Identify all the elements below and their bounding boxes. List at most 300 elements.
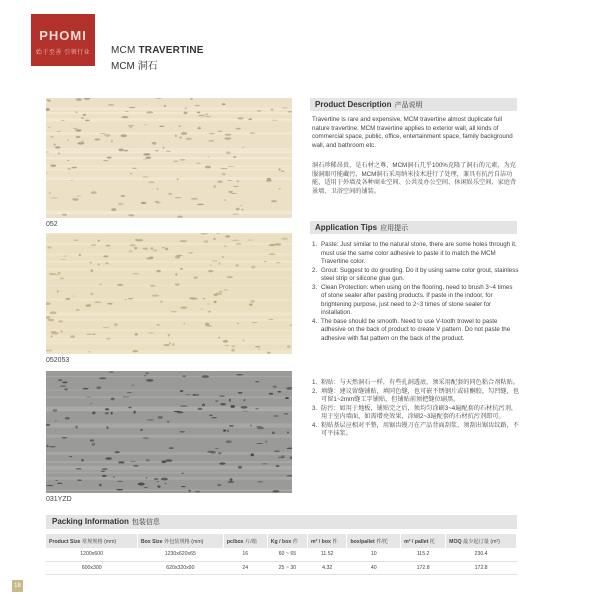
texture-hole: [244, 399, 246, 402]
texture-hole: [79, 254, 81, 256]
tip-number: 3.: [312, 404, 318, 412]
texture-hole: [73, 128, 77, 129]
texture-hole: [229, 399, 231, 402]
texture-hole: [46, 445, 48, 448]
texture-hole: [70, 180, 73, 181]
texture-hole: [213, 185, 216, 188]
page-number: 18: [12, 580, 23, 592]
texture-hole: [159, 125, 164, 127]
texture-hole: [271, 108, 274, 111]
texture-hole: [88, 351, 91, 352]
table-cell: 1200x600: [46, 548, 137, 561]
texture-hole: [224, 134, 231, 136]
col-unit: 外包装规格 (mm): [163, 538, 204, 545]
texture-hole: [76, 196, 82, 197]
texture-hole: [175, 283, 180, 285]
col-name: pc/box: [226, 538, 244, 545]
title-en: [111, 45, 204, 56]
texture-hole: [133, 465, 138, 467]
texture-hole: [105, 262, 108, 264]
texture-hole: [198, 115, 205, 117]
texture-hole: [225, 235, 230, 237]
texture-hole: [175, 273, 177, 275]
texture-hole: [58, 272, 61, 274]
texture-hole: [63, 256, 67, 257]
texture-hole: [276, 465, 280, 467]
texture-hole: [288, 111, 292, 113]
texture-hole: [157, 485, 160, 487]
texture-hole: [134, 247, 137, 250]
texture-hole: [231, 193, 237, 194]
texture-hole: [181, 473, 184, 474]
texture-vein: [46, 390, 292, 391]
col-name: MOQ: [449, 538, 462, 545]
texture-hole: [146, 459, 150, 461]
texture-hole: [92, 333, 96, 335]
texture-hole: [165, 483, 167, 484]
texture-hole: [185, 394, 191, 395]
col-name: m² / box: [311, 538, 331, 545]
texture-hole: [76, 468, 82, 469]
col-unit: 托: [429, 538, 435, 545]
swatch-code-052053: 052053: [46, 357, 70, 364]
texture-hole: [202, 298, 205, 300]
texture-hole: [73, 240, 78, 241]
texture-hole: [50, 136, 54, 137]
texture-hole: [60, 385, 66, 387]
texture-hole: [205, 113, 208, 115]
texture-hole: [222, 173, 226, 176]
texture-hole: [121, 116, 128, 118]
texture-hole: [175, 134, 177, 137]
col-name: Box Size: [140, 538, 163, 545]
texture-vein: [46, 277, 292, 278]
texture-hole: [55, 146, 61, 148]
texture-hole: [145, 372, 149, 374]
texture-vein: [46, 213, 292, 214]
texture-hole: [168, 334, 170, 337]
texture-hole: [108, 104, 114, 105]
texture-hole: [257, 110, 262, 112]
texture-hole: [60, 278, 64, 280]
texture-hole: [227, 430, 229, 432]
col-pc-per-box: [223, 534, 267, 548]
texture-hole: [271, 200, 277, 202]
texture-hole: [183, 323, 185, 325]
texture-hole: [48, 100, 51, 102]
texture-hole: [177, 411, 184, 413]
texture-hole: [155, 201, 159, 202]
texture-hole: [272, 490, 279, 492]
table-cell: 1230x620x65: [137, 548, 223, 561]
texture-hole: [102, 475, 107, 477]
texture-hole: [105, 245, 111, 247]
texture-hole: [208, 140, 214, 142]
texture-hole: [205, 116, 211, 117]
texture-hole: [192, 394, 196, 396]
texture-hole: [85, 119, 90, 121]
texture-hole: [94, 138, 100, 140]
texture-hole: [274, 450, 279, 451]
col-kg-per-box: [267, 534, 307, 548]
texture-hole: [219, 462, 225, 464]
texture-hole: [49, 273, 57, 275]
texture-hole: [75, 426, 78, 429]
texture-hole: [146, 477, 148, 479]
texture-hole: [129, 127, 132, 128]
texture-hole: [147, 419, 154, 420]
texture-hole: [151, 247, 154, 250]
texture-hole: [81, 117, 84, 119]
texture-vein: [46, 169, 292, 171]
tip-text: Clean Protection: when using on the flooring, need to brush 3~4 times of stone sealer after pasting products. If paste in the indoor, for brightening purpose, just need to 2~3 times of stone sealer for installation.: [321, 283, 513, 316]
texture-hole: [189, 490, 191, 492]
texture-hole: [124, 299, 127, 300]
texture-vein: [46, 151, 292, 152]
title-name: TRAVERTINE: [138, 45, 204, 56]
tip-cn-item: [312, 405, 519, 422]
texture-hole: [196, 163, 201, 164]
texture-hole: [233, 186, 239, 187]
texture-hole: [218, 131, 223, 132]
texture-hole: [179, 136, 182, 139]
texture-vein: [46, 319, 292, 322]
tip-cn-item: [312, 388, 519, 405]
texture-hole: [281, 456, 285, 457]
texture-hole: [75, 129, 81, 132]
texture-hole: [211, 417, 217, 418]
texture-hole: [72, 167, 77, 169]
texture-hole: [215, 400, 218, 402]
texture-hole: [265, 440, 267, 443]
texture-hole: [272, 120, 278, 121]
texture-hole: [106, 426, 108, 429]
texture-hole: [55, 420, 57, 421]
texture-base: [46, 371, 292, 493]
texture-hole: [103, 327, 109, 328]
texture-hole: [118, 461, 125, 463]
texture-hole: [209, 133, 215, 135]
texture-hole: [46, 485, 53, 486]
texture-hole: [269, 393, 273, 395]
texture-hole: [248, 119, 252, 121]
col-unit: 常规规格 (mm): [81, 538, 117, 545]
texture-vein: [46, 396, 292, 398]
texture-hole: [160, 300, 162, 302]
texture-hole: [132, 168, 136, 169]
texture-vein: [46, 472, 292, 474]
texture-hole: [142, 248, 148, 250]
texture-hole: [251, 266, 256, 269]
texture-hole: [86, 397, 92, 398]
texture-hole: [216, 292, 223, 294]
col-name: Kg / box: [270, 538, 292, 545]
texture-hole: [135, 333, 138, 336]
texture-hole: [179, 159, 185, 161]
texture-hole: [250, 132, 256, 134]
texture-hole: [104, 134, 111, 137]
col-moq: [446, 534, 517, 548]
texture-hole: [220, 403, 226, 406]
texture-hole: [48, 319, 55, 322]
texture-hole: [135, 239, 137, 241]
texture-hole: [238, 392, 243, 394]
table-cell: 230.4: [446, 548, 517, 561]
texture-hole: [102, 468, 108, 470]
texture-hole: [250, 453, 254, 456]
texture-vein: [46, 261, 292, 262]
texture-hole: [111, 140, 113, 143]
travertine-texture: [46, 98, 292, 218]
texture-hole: [227, 180, 232, 181]
texture-hole: [144, 375, 146, 376]
texture-hole: [204, 240, 208, 243]
texture-hole: [127, 392, 132, 393]
texture-hole: [196, 394, 199, 396]
texture-hole: [91, 191, 97, 194]
swatch-code-052: 052: [46, 221, 58, 228]
application-tips-heading: [310, 221, 517, 234]
swatch-image-052: [46, 98, 292, 218]
packing-heading-cn: 包装信息: [131, 519, 160, 526]
texture-hole: [62, 381, 68, 383]
texture-hole: [198, 408, 203, 411]
tip-number: 2.: [312, 266, 318, 274]
texture-hole: [99, 133, 105, 134]
texture-hole: [70, 335, 75, 338]
table-cell: 25 ~ 30: [267, 561, 307, 574]
texture-hole: [232, 345, 235, 348]
texture-vein: [46, 409, 292, 411]
texture-hole: [184, 112, 188, 115]
texture-hole: [282, 107, 289, 108]
texture-hole: [132, 273, 139, 274]
texture-hole: [144, 487, 148, 488]
texture-hole: [241, 209, 244, 210]
texture-hole: [131, 385, 135, 386]
texture-hole: [148, 182, 154, 183]
texture-hole: [205, 166, 211, 169]
texture-hole: [224, 137, 231, 139]
texture-hole: [255, 408, 259, 409]
texture-hole: [47, 246, 51, 248]
texture-hole: [61, 330, 63, 332]
texture-hole: [72, 198, 78, 201]
texture-hole: [48, 127, 50, 129]
texture-hole: [232, 214, 239, 215]
texture-hole: [281, 170, 285, 172]
texture-hole: [107, 157, 112, 159]
texture-hole: [208, 157, 210, 158]
texture-hole: [224, 245, 227, 247]
texture-hole: [251, 300, 255, 303]
texture-hole: [235, 264, 238, 266]
texture-hole: [169, 342, 171, 343]
texture-hole: [195, 105, 200, 107]
texture-hole: [62, 214, 67, 216]
texture-hole: [228, 481, 235, 483]
tip-en-item: [312, 318, 519, 344]
texture-hole: [242, 147, 244, 148]
texture-hole: [124, 150, 129, 152]
texture-vein: [46, 285, 292, 286]
texture-hole: [138, 483, 145, 486]
texture-hole: [98, 240, 100, 242]
texture-hole: [113, 476, 115, 478]
table-cell: 11.52: [308, 548, 347, 561]
texture-hole: [157, 481, 159, 482]
texture-hole: [58, 153, 61, 155]
texture-hole: [207, 451, 213, 453]
texture-hole: [258, 481, 263, 482]
texture-hole: [88, 304, 92, 306]
texture-hole: [275, 262, 280, 263]
texture-hole: [142, 176, 149, 177]
texture-hole: [61, 437, 67, 439]
texture-hole: [146, 111, 153, 113]
texture-hole: [99, 377, 106, 379]
texture-hole: [101, 471, 105, 472]
table-cell: 620x320x90: [137, 561, 223, 574]
packing-table-header-row: [46, 534, 517, 548]
texture-hole: [217, 180, 223, 183]
texture-hole: [145, 156, 151, 159]
texture-vein: [46, 423, 292, 425]
travertine-texture: [46, 233, 292, 354]
texture-hole: [223, 430, 226, 432]
texture-hole: [197, 128, 201, 129]
title-cn: MCM 洞石: [111, 61, 158, 72]
table-cell: 40: [347, 561, 401, 574]
texture-hole: [144, 124, 148, 125]
texture-hole: [202, 375, 209, 378]
texture-hole: [162, 247, 164, 248]
description-heading-cn: 产品说明: [394, 102, 423, 109]
tip-text: 粘贴基层应相对平整，用锯齿镘刀在产品背面刮浆，须刮出锯齿纹路，不可平抹浆。: [321, 421, 519, 437]
texture-vein: [46, 353, 292, 354]
swatch-image-052053: [46, 233, 292, 354]
texture-hole: [111, 208, 116, 211]
texture-hole: [76, 309, 80, 311]
table-cell: 172.8: [446, 561, 517, 574]
texture-hole: [50, 164, 56, 166]
texture-hole: [180, 240, 188, 242]
texture-hole: [178, 125, 181, 127]
texture-hole: [230, 405, 235, 408]
texture-hole: [219, 291, 222, 292]
texture-hole: [273, 415, 279, 416]
col-unit: 件/托: [376, 538, 388, 545]
tip-text: Paste: Just similar to the natural stone, there are some holes through it, must use the same color adhesive to paste it to match the MCM Travertine color.: [321, 241, 517, 265]
texture-hole: [90, 293, 93, 295]
texture-hole: [252, 322, 258, 323]
texture-hole: [236, 208, 240, 211]
texture-hole: [224, 289, 228, 290]
texture-hole: [218, 452, 222, 454]
table-cell: 24: [223, 561, 267, 574]
texture-hole: [179, 431, 184, 433]
texture-hole: [272, 431, 275, 434]
texture-hole: [86, 334, 92, 335]
texture-hole: [201, 308, 203, 309]
texture-hole: [180, 406, 188, 407]
texture-hole: [105, 412, 109, 414]
texture-hole: [219, 395, 225, 397]
texture-vein: [46, 435, 292, 437]
texture-hole: [226, 440, 232, 443]
texture-hole: [68, 168, 72, 170]
texture-hole: [143, 159, 147, 160]
texture-hole: [177, 178, 179, 180]
packing-table: [46, 534, 517, 575]
packing-information-heading: [46, 515, 517, 529]
col-name: Product Size: [49, 538, 81, 545]
texture-hole: [240, 205, 243, 206]
texture-hole: [279, 188, 281, 189]
texture-hole: [111, 412, 113, 415]
texture-hole: [175, 255, 183, 257]
page-title: [111, 45, 204, 72]
tips-en-list: [312, 241, 519, 343]
texture-hole: [202, 404, 205, 407]
texture-hole: [217, 484, 221, 486]
table-row: [46, 548, 517, 561]
texture-vein: [46, 107, 292, 110]
texture-hole: [155, 150, 158, 151]
texture-hole: [185, 107, 188, 109]
texture-hole: [128, 125, 134, 127]
texture-hole: [161, 460, 166, 463]
texture-hole: [167, 421, 169, 423]
texture-hole: [55, 480, 58, 481]
col-name: m² / pallet: [404, 538, 429, 545]
texture-hole: [49, 446, 56, 447]
texture-hole: [237, 323, 239, 325]
texture-hole: [75, 111, 78, 113]
texture-hole: [224, 345, 229, 346]
tip-number: 2.: [312, 387, 318, 395]
texture-hole: [249, 303, 253, 305]
texture-vein: [46, 262, 292, 263]
tip-number: 4.: [312, 421, 318, 429]
texture-hole: [103, 160, 108, 161]
texture-vein: [46, 165, 292, 167]
texture-hole: [81, 459, 84, 462]
texture-hole: [107, 303, 111, 305]
texture-hole: [193, 276, 197, 279]
table-cell: 600x300: [46, 561, 137, 574]
texture-hole: [106, 338, 110, 340]
tips-heading-en: Application Tips: [315, 223, 378, 232]
texture-hole: [265, 180, 272, 182]
texture-hole: [177, 215, 182, 218]
texture-hole: [180, 306, 188, 308]
texture-hole: [58, 320, 63, 322]
texture-hole: [287, 431, 289, 433]
texture-hole: [287, 345, 290, 348]
texture-hole: [91, 244, 96, 246]
texture-hole: [168, 193, 172, 195]
texture-hole: [51, 335, 53, 337]
texture-hole: [105, 408, 109, 410]
texture-hole: [197, 204, 204, 206]
texture-hole: [195, 491, 201, 493]
texture-hole: [57, 290, 59, 293]
texture-hole: [130, 173, 132, 175]
title-prefix: MCM: [111, 45, 136, 56]
texture-hole: [247, 240, 254, 241]
col-unit: 件: [292, 538, 298, 545]
